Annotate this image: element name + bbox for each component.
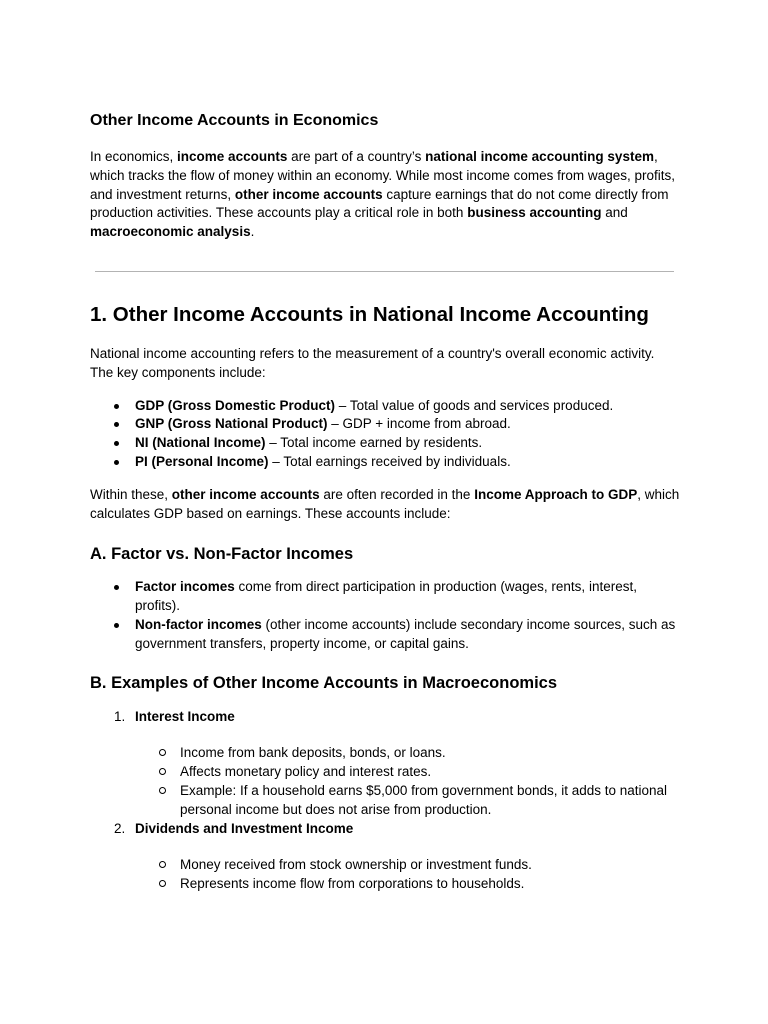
example-label: Dividends and Investment Income	[135, 820, 354, 836]
factor-term: Factor incomes	[135, 579, 235, 595]
intro-bold-business-accounting: business accounting	[467, 205, 602, 221]
within-bold-other-income: other income accounts	[171, 486, 320, 502]
list-item: Money received from stock ownership or investment funds.	[135, 856, 680, 875]
document-content	[90, 111, 680, 894]
list-item: Represents income flow from corporations to households.	[135, 875, 680, 894]
intro-text-2: are part of a country’s	[287, 149, 426, 164]
example-label: Interest Income	[135, 708, 235, 724]
within-text-1: Within these,	[90, 486, 172, 502]
intro-bold-income-accounts: income accounts	[177, 149, 288, 164]
within-paragraph	[90, 486, 680, 524]
section-1-heading: 1. Other Income Accounts in National Income Accounting	[90, 302, 649, 326]
list-item	[90, 578, 680, 616]
intro-paragraph	[90, 148, 680, 242]
intro-bold-macro-analysis: macroeconomic analysis	[90, 224, 251, 240]
list-item	[90, 820, 680, 894]
section-b-heading: B. Examples of Other Income Accounts in Macroeconomics	[90, 673, 558, 692]
within-bold-income-approach: Income Approach to GDP	[474, 486, 638, 502]
list-item	[90, 616, 680, 654]
intro-text-4: capture earnings that do not come directly from production activities. These accounts play a critical role in both	[90, 186, 669, 221]
horizontal-divider	[95, 271, 674, 272]
doc-title: Other Income Accounts in Economics	[90, 112, 379, 129]
intro-bold-other-income: other income accounts	[234, 186, 383, 202]
factor-desc: come from direct participation in production (wages, rents, interest, profits).	[135, 579, 637, 614]
list-item	[90, 397, 680, 416]
intro-bold-national-system: national income accounting system	[425, 149, 654, 164]
example-points-list	[135, 744, 680, 819]
component-desc: – Total income earned by residents.	[265, 435, 483, 451]
component-term: PI (Personal Income)	[135, 453, 269, 469]
list-item: Affects monetary policy and interest rates.	[135, 763, 680, 782]
list-item	[90, 453, 680, 472]
national-accounting-paragraph: National income accounting refers to the measurement of a country's overall economic activity. The key components include:	[90, 345, 655, 380]
component-term: GDP (Gross Domestic Product)	[135, 397, 336, 413]
list-item	[90, 415, 680, 434]
intro-text-5: and	[601, 205, 628, 221]
intro-text-6: .	[250, 224, 255, 240]
example-points-list	[135, 856, 680, 894]
examples-list	[90, 708, 680, 894]
component-desc: – GDP + income from abroad.	[327, 416, 511, 432]
factor-desc: (other income accounts) include secondary income sources, such as government transfers, property income, or capital gains.	[135, 616, 676, 651]
intro-text-3: , which tracks the flow of money within an economy. While most income comes from wages, profits, and investment returns,	[90, 149, 675, 202]
factor-incomes-list	[90, 578, 680, 653]
component-term: GNP (Gross National Product)	[135, 416, 328, 432]
list-item: Income from bank deposits, bonds, or loans.	[135, 744, 680, 763]
component-desc: – Total value of goods and services produced.	[335, 397, 614, 413]
components-list	[90, 397, 680, 472]
factor-term: Non-factor incomes	[135, 616, 262, 632]
within-text-3: , which calculates GDP based on earnings. These accounts include:	[90, 486, 680, 521]
intro-text-1: In economics,	[90, 149, 178, 164]
section-a-heading: A. Factor vs. Non-Factor Incomes	[90, 545, 354, 564]
list-item: Example: If a household earns $5,000 from government bonds, it adds to national personal income but does not arise from production.	[135, 782, 680, 820]
list-item	[90, 434, 680, 453]
list-item	[90, 708, 680, 820]
within-text-2: are often recorded in the	[319, 486, 475, 502]
example-number: 1.	[114, 708, 126, 724]
component-term: NI (National Income)	[135, 435, 266, 451]
example-number: 2.	[114, 820, 126, 836]
component-desc: – Total earnings received by individuals.	[268, 453, 511, 469]
